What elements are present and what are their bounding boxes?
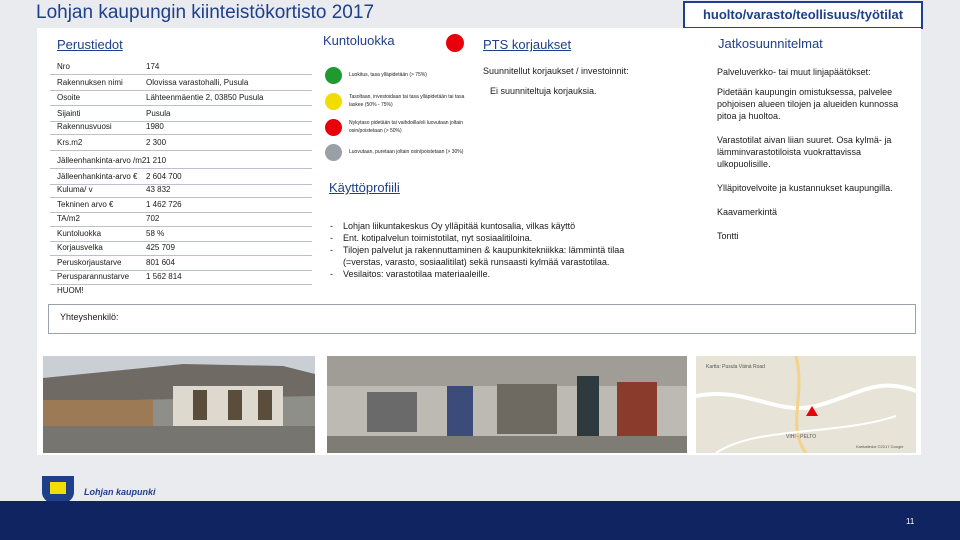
map-footer: Karttatiedot ©2017 Google [856,444,904,449]
jatko-paragraph: Tontti [717,231,739,241]
row-label: TA/m2 [57,214,80,223]
green-status-dot [325,67,342,84]
table-row [50,198,312,213]
table-row [50,120,312,135]
contact-box [48,304,916,334]
contact-label: Yhteyshenkilö: [60,312,119,322]
row-value: 2 604 700 [146,172,182,181]
pts-subtitle: Suunnitellut korjaukset / investoinnit: [483,66,629,76]
pts-text: Ei suunniteltuja korjauksia. [490,86,597,96]
row-value: 702 [146,214,160,223]
row-value: 174 [146,62,160,71]
row-value: 1 210 [146,156,167,165]
jatko-paragraph: Pidetään kaupungin omistuksessa, palvelee pohjoisen alueen tilojen ja alueiden kunnossa pitoa ja huoltoa. [717,87,899,121]
section-jatko: Jatkosuunnitelmat [718,36,823,51]
row-value: Pusula [146,109,171,118]
row-label: Nro [57,62,70,71]
building-photo [43,356,315,453]
list-item: - Vesilaitos: varastotilaa materiaaleille. [330,268,660,280]
jatko-paragraph: Ylläpitovelvoite ja kustannukset kaupungilla. [717,183,893,193]
category-badge: huolto/varasto/teollisuus/työtilat [683,1,923,29]
red-status-dot [325,119,342,136]
legend-text: Luovutaan, puretaan joltain osin/poistetaan (> 30%) [349,149,464,155]
row-label: Jälleenhankinta-arvo € [57,172,138,181]
table-row [50,136,312,151]
section-kayttoprofiili: Käyttöprofiili [329,180,400,195]
row-value: 801 604 [146,258,175,267]
table-row [50,212,312,227]
list-item: - Tilojen palvelut ja rakennuttaminen & kaupunkitekniikka: lämmintä tilaa (=verstas, varasto, sosiaalitilat) sekä runsaasti kylmää varastotilaa. [330,244,660,268]
row-value: 58 % [146,229,165,238]
section-kuntoluokka: Kuntoluokka [323,33,395,48]
row-value: 43 832 [146,185,171,194]
table-row [50,227,312,242]
row-label: Kulumа/ v [57,185,93,194]
profile-list [330,220,660,280]
legend-text: Nykytaso pidetään tai vaihdoilla/eli luovutaan joltain osin/poistetaan (> 50%) [349,120,463,134]
row-label: HUOM! [57,286,84,295]
legend-text: Luokitus, tasa ylläpidetään (> 75%) [349,72,427,78]
footer-bar [0,501,960,540]
row-value: 1 562 814 [146,272,182,281]
row-label: Perusparannustarve [57,272,130,281]
interior-photo [327,356,687,453]
grey-status-dot [325,144,342,161]
condition-status-dot [446,34,464,52]
row-label: Tekninen arvo € [57,200,114,209]
map-label: VIHI - PELTO [786,434,817,440]
list-item: - Lohjan liikuntakeskus Oy ylläpitää kuntosalia, vilkas käyttö [330,220,660,232]
row-value: 1 462 726 [146,200,182,209]
row-label: Osoite [57,93,81,102]
table-row [50,256,312,271]
row-label: Krs.m2 [57,138,83,147]
table-row [50,91,312,106]
table-row [50,60,312,75]
row-value: 1980 [146,122,164,131]
table-row [50,76,312,91]
yellow-status-dot [325,93,342,110]
map-image [696,356,916,453]
row-label: Rakennuksen nimi [57,78,123,87]
row-label: Kuntoluokka [57,229,102,238]
section-perustiedot: Perustiedot [57,37,123,52]
row-label: Sijainti [57,109,81,118]
logo-text: Lohjan kaupunki [84,487,156,497]
table-row [50,270,312,285]
row-label: Peruskorjaustarve [57,258,122,267]
legend-text: Tasoltaan, investoidaan tai tasa ylläpidetään tai tasa laskee (50% - 75%) [349,94,465,108]
map-label: Kartta: Pusula Väinä Road [706,364,765,370]
jatko-paragraph: Varastotilat aivan liian suuret. Osa kylmä- ja lämminvarastotiloista vuokrattavissa ulkopuolisille. [717,135,892,169]
row-value: Lähteenmäentie 2, 03850 Pusula [146,93,264,102]
jatko-paragraph: Palveluverkko- tai muut linjapäätökset: [717,67,871,77]
table-row [50,154,312,169]
table-row [50,241,312,256]
section-pts: PTS korjaukset [483,37,572,52]
row-label: Rakennusvuosi [57,122,112,131]
row-value: 2 300 [146,138,167,147]
jatko-text [717,66,917,256]
row-value: Olovissa varastohalli, Pusula [146,78,249,87]
page-number: 11 [906,517,915,526]
table-row [50,183,312,198]
row-label: Jälleenhankinta-arvo /m2 [57,156,147,165]
page-title: Lohjan kaupungin kiinteistökortisto 2017 [36,2,375,23]
jatko-paragraph: Kaavamerkintä [717,207,778,217]
row-value: 425 709 [146,243,175,252]
list-item: - Ent. kotipalvelun toimistotilat, nyt sosiaalitiloina. [330,232,660,244]
table-row [50,284,312,298]
row-label: Korjausvelka [57,243,103,252]
